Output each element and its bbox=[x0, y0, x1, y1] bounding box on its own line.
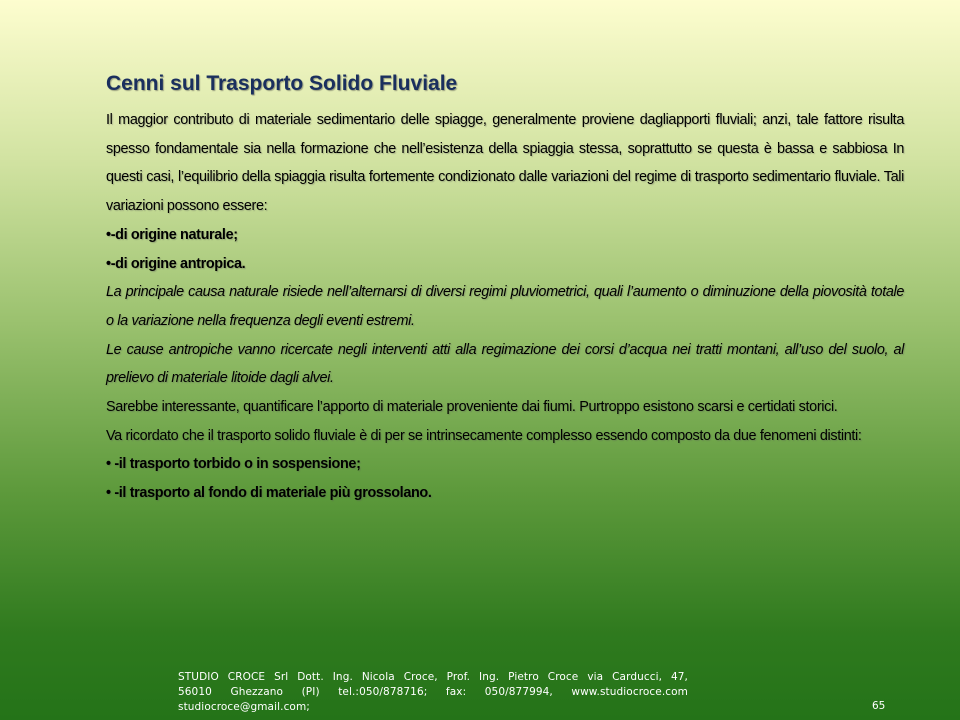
paragraph-complexity: Va ricordato che il trasporto solido fluviale è di per se intrinsecamente complesso essendo composto da due fenomeni distinti: bbox=[106, 427, 862, 444]
slide-title: Cenni sul Trasporto Solido Fluviale bbox=[106, 72, 458, 95]
paragraph-intro: Il maggior contributo di materiale sedimentario delle spiagge, generalmente proviene dagliapporti fluviali; anzi, tale fattore risulta spesso fondamentale sia nella formazione che nell’esistenza della spiaggia stessa, soprattutto se questa è bassa e sabbiosa In questi casi, l’equilibrio della spiaggia risulta fortemente condizionato dalle variazioni del regime di trasporto sedimentario fluviale. Tali variazioni possono essere: bbox=[106, 112, 904, 215]
footer-address-line: 56010 Ghezzano (PI) tel.:050/878716; fax: 050/877994, www.studiocroce.com bbox=[178, 686, 688, 698]
page-number: 65 bbox=[872, 700, 886, 712]
footer-company-line: STUDIO CROCE Srl Dott. Ing. Nicola Croce, Prof. Ing. Pietro Croce via Carducci, 47, bbox=[178, 671, 688, 683]
slide-body bbox=[106, 106, 904, 508]
paragraph-natural-cause: La principale causa naturale risiede nell’alternarsi di diversi regimi pluviometrici, quali l’aumento o diminuzione della piovosità totale o la variazione nella frequenza degli eventi estremi. bbox=[106, 284, 904, 329]
footer-email: studiocroce@gmail.com; bbox=[178, 701, 310, 713]
bullet-anthropic-origin: •-di origine antropica. bbox=[106, 255, 246, 272]
footer bbox=[178, 670, 688, 715]
bullet-natural-origin: •-di origine naturale; bbox=[106, 226, 238, 243]
paragraph-quantify: Sarebbe interessante, quantificare l’apporto di materiale proveniente dai fiumi. Purtroppo esistono scarsi e certidati storici. bbox=[106, 399, 838, 416]
bullet-suspended-transport: • -il trasporto torbido o in sospensione; bbox=[106, 456, 361, 473]
paragraph-anthropic-cause: Le cause antropiche vanno ricercate negli interventi atti alla regimazione dei corsi d’acqua nei tratti montani, all’uso del suolo, al prelievo di materiale litoide dagli alvei. bbox=[106, 341, 904, 387]
bullet-bed-transport: • -il trasporto al fondo di materiale più grossolano. bbox=[106, 485, 432, 502]
